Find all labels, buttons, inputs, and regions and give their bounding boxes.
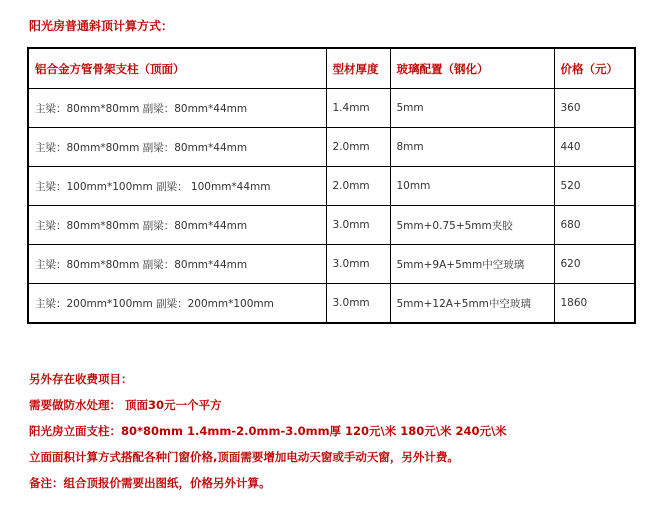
cell-glass: 5mm+9A+5mm中空玻璃 [390, 245, 554, 284]
cell-price: 520 [554, 167, 635, 206]
cell-price: 360 [554, 89, 635, 128]
note-facade-area: 立面面积计算方式搭配各种门窗价格,顶面需要增加电动天窗或手动天窗，另外计费。 [29, 450, 459, 464]
cell-thickness: 2.0mm [326, 167, 390, 206]
cell-frame-spec: 主梁：100mm*100mm 副梁： 100mm*44mm [28, 167, 326, 206]
cell-price: 1860 [554, 284, 635, 324]
header-thickness: 型材厚度 [326, 48, 390, 89]
table-row [28, 128, 635, 167]
price-table [27, 47, 636, 324]
note-remark: 备注：组合顶报价需要出图纸，价格另外计算。 [29, 476, 271, 490]
cell-thickness: 1.4mm [326, 89, 390, 128]
note-facade-pillar: 阳光房立面支柱：80*80mm 1.4mm-2.0mm-3.0mm厚 120元\米 180元\米 240元\米 [29, 424, 507, 438]
header-glass: 玻璃配置（钢化） [390, 48, 554, 89]
cell-frame-spec: 主梁：80mm*80mm 副梁：80mm*44mm [28, 206, 326, 245]
cell-glass: 8mm [390, 128, 554, 167]
cell-price: 680 [554, 206, 635, 245]
note-extra-fees: 另外存在收费项目： [29, 372, 133, 386]
cell-price: 620 [554, 245, 635, 284]
table-row [28, 206, 635, 245]
header-price: 价格（元） [554, 48, 635, 89]
cell-glass: 5mm+0.75+5mm夹胶 [390, 206, 554, 245]
cell-frame-spec: 主梁：200mm*100mm 副梁：200mm*100mm [28, 284, 326, 324]
cell-frame-spec: 主梁：80mm*80mm 副梁：80mm*44mm [28, 245, 326, 284]
table-row [28, 89, 635, 128]
notes-section [29, 370, 507, 500]
page-heading: 阳光房普通斜顶计算方式： [29, 19, 174, 33]
table-row [28, 284, 635, 324]
cell-glass: 5mm+12A+5mm中空玻璃 [390, 284, 554, 324]
cell-thickness: 3.0mm [326, 206, 390, 245]
note-waterproofing: 需要做防水处理： 顶面30元一个平方 [29, 398, 222, 412]
table-header-row [28, 48, 635, 89]
table-row [28, 167, 635, 206]
cell-thickness: 3.0mm [326, 245, 390, 284]
cell-frame-spec: 主梁：80mm*80mm 副梁：80mm*44mm [28, 89, 326, 128]
cell-glass: 10mm [390, 167, 554, 206]
header-frame-spec: 铝合金方管骨架支柱（顶面） [28, 48, 326, 89]
cell-thickness: 3.0mm [326, 284, 390, 324]
cell-glass: 5mm [390, 89, 554, 128]
cell-thickness: 2.0mm [326, 128, 390, 167]
cell-frame-spec: 主梁：80mm*80mm 副梁：80mm*44mm [28, 128, 326, 167]
cell-price: 440 [554, 128, 635, 167]
table-row [28, 245, 635, 284]
